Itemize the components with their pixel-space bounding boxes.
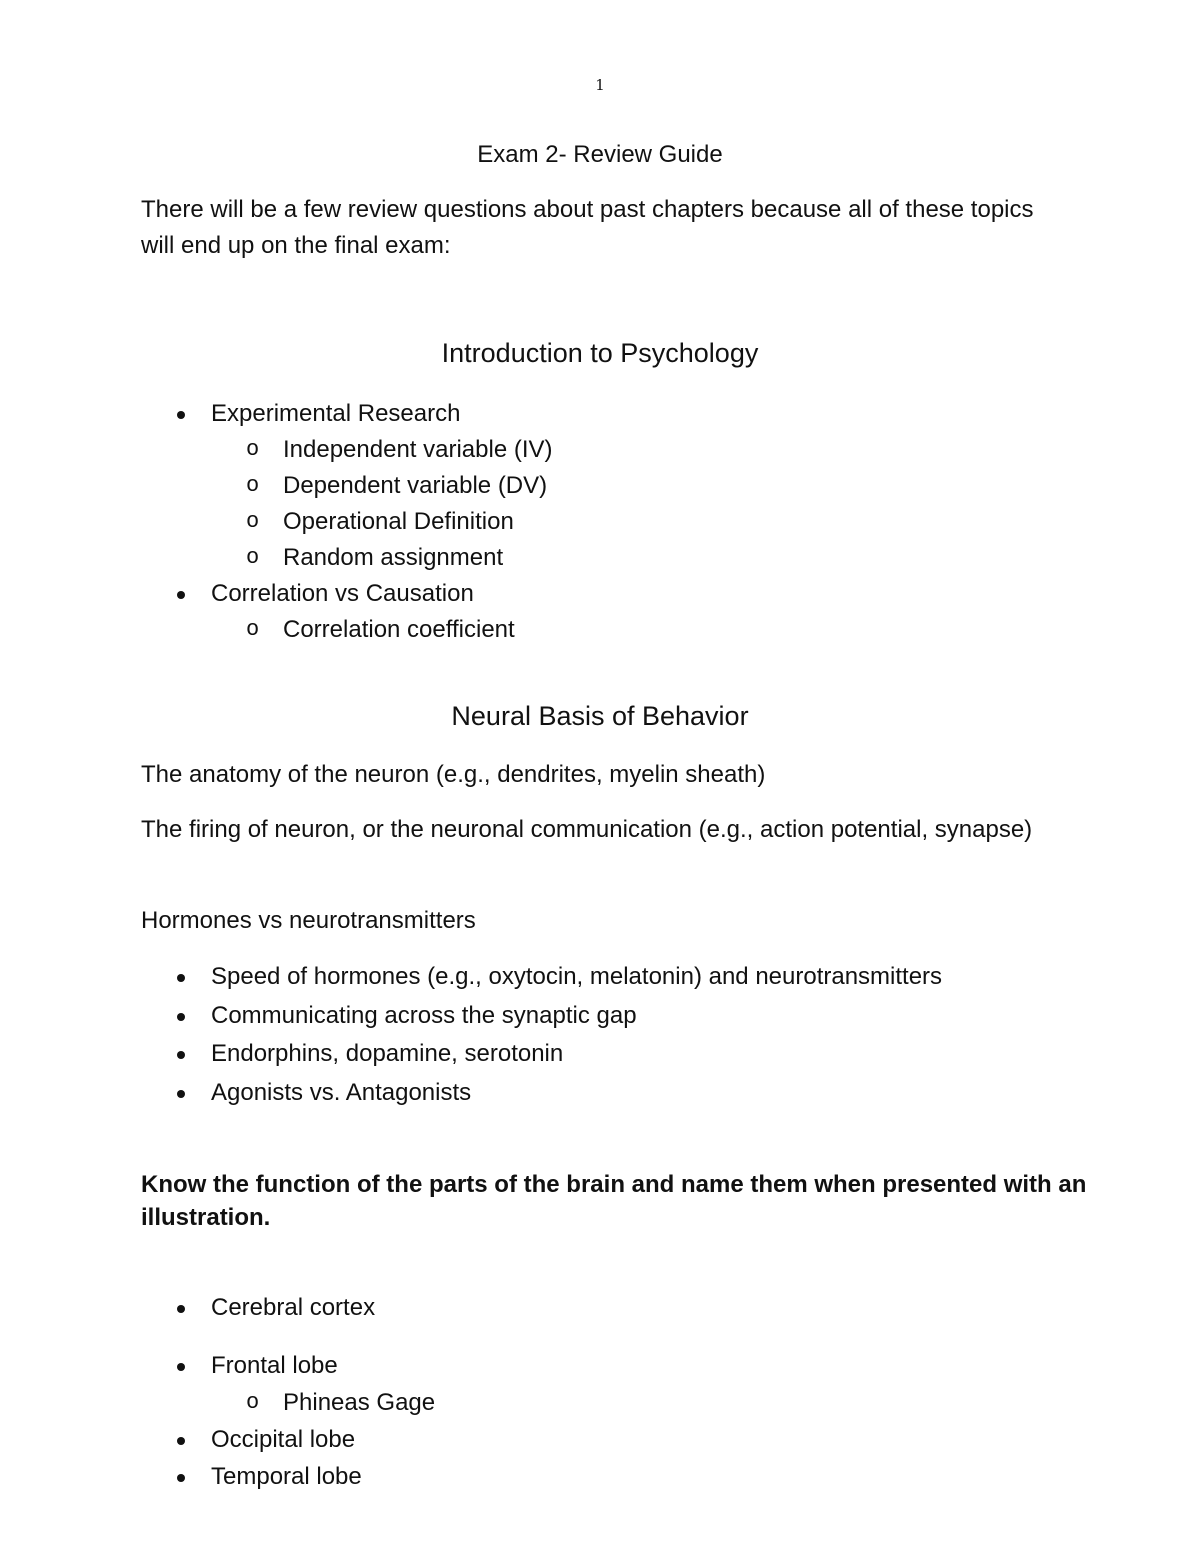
list-item: Occipital lobe [141, 1425, 355, 1455]
list-item: Agonists vs. Antagonists [141, 1078, 471, 1108]
list-item: Endorphins, dopamine, serotonin [141, 1039, 563, 1069]
list-item: Frontal lobe [141, 1351, 338, 1381]
brain-parts-note: Know the function of the parts of the brain and name them when presented with an illustration. [141, 1171, 1087, 1231]
list-item: Experimental Research [141, 399, 460, 429]
page-number: 1 [595, 76, 605, 94]
paragraph: The firing of neuron, or the neuronal communication (e.g., action potential, synapse) [141, 816, 1033, 843]
paragraph: The anatomy of the neuron (e.g., dendrites, myelin sheath) [141, 761, 766, 788]
list-item: Speed of hormones (e.g., oxytocin, melatonin) and neurotransmitters [141, 962, 942, 992]
sub-list-item: o Dependent variable (DV) [141, 471, 547, 501]
sub-list-item: o Operational Definition [141, 507, 514, 537]
list-item: Temporal lobe [141, 1462, 362, 1492]
sub-list-item: o Phineas Gage [141, 1388, 435, 1418]
section-heading-intro-psychology: Introduction to Psychology [441, 338, 759, 368]
list-item: Communicating across the synaptic gap [141, 1001, 637, 1031]
section-heading-neural-basis: Neural Basis of Behavior [451, 701, 749, 731]
list-item: Cerebral cortex [141, 1293, 375, 1323]
document-title: Exam 2- Review Guide [477, 141, 723, 168]
paragraph: Hormones vs neurotransmitters [141, 907, 476, 934]
intro-paragraph: There will be a few review questions about past chapters because all of these topics will end up on the final exam: [141, 196, 1034, 259]
list-item: Correlation vs Causation [141, 579, 474, 609]
sub-list-item: o Random assignment [141, 543, 503, 573]
sub-list-item: o Independent variable (IV) [141, 435, 553, 465]
sub-list-item: o Correlation coefficient [141, 615, 515, 645]
